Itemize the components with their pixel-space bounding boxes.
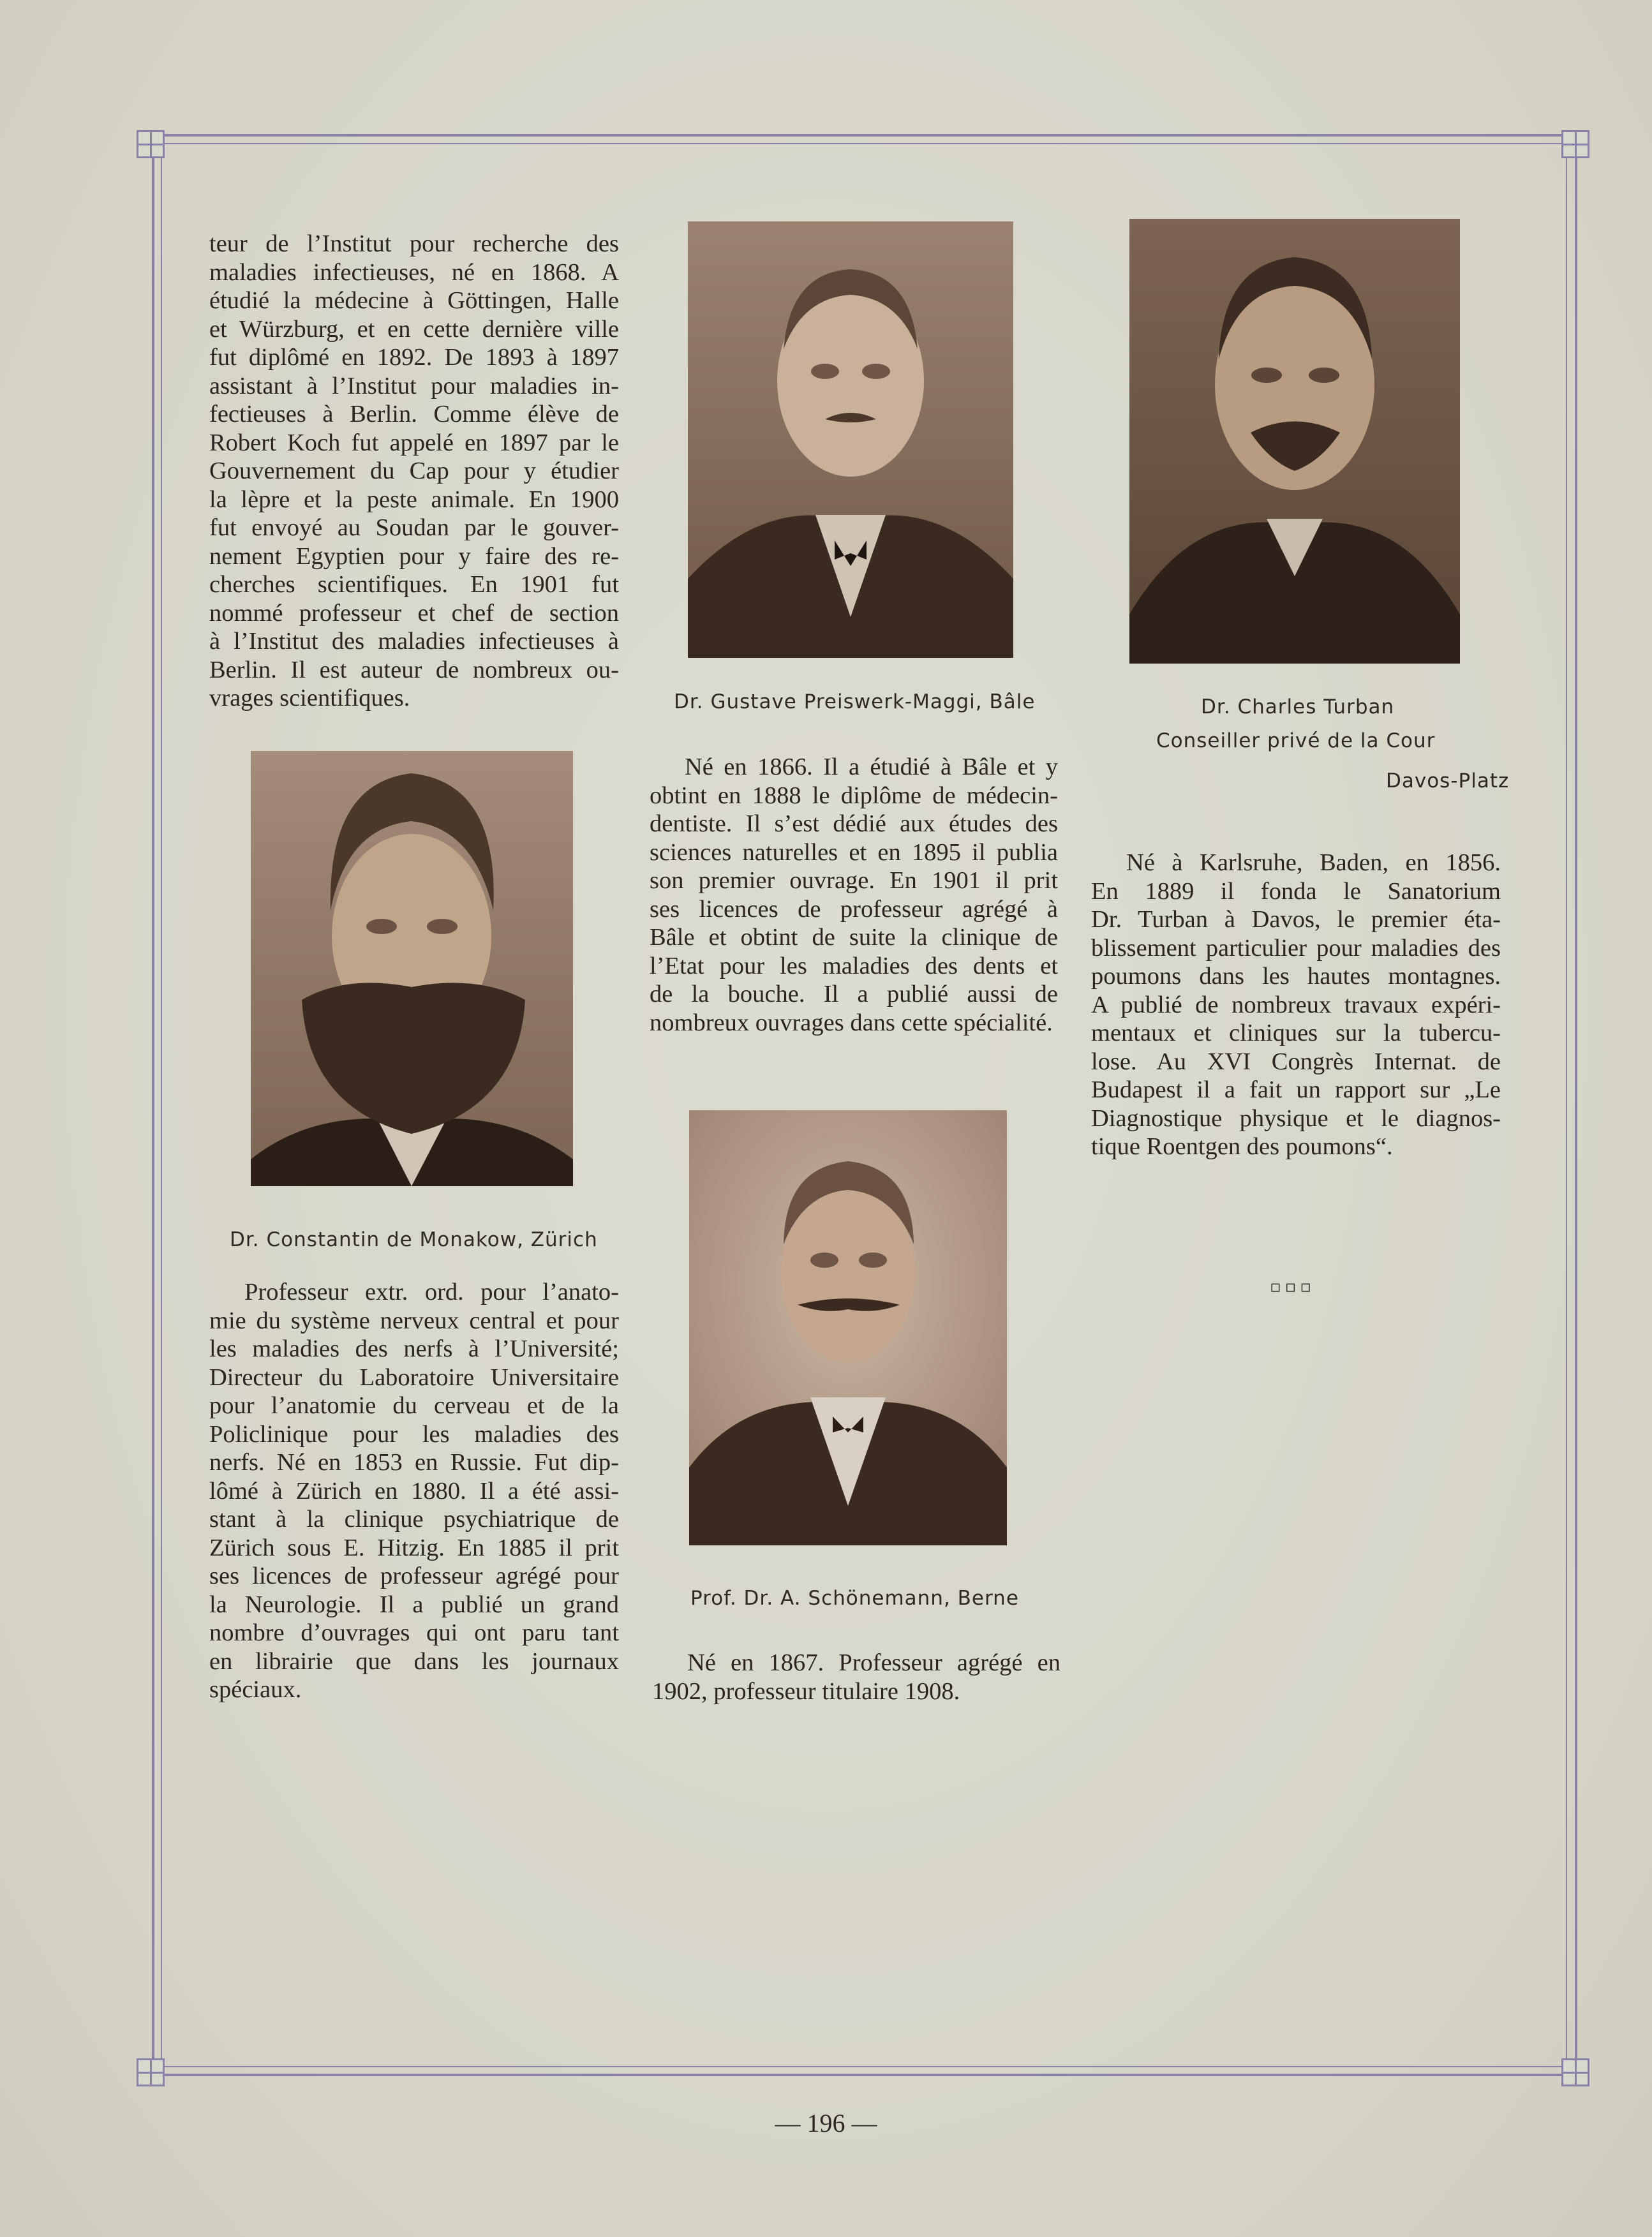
text-line: mentaux et cliniques sur la tubercu- (1091, 1020, 1501, 1046)
text-line: la Neurologie. Il a publié un grand (209, 1591, 619, 1618)
text-line: Né en 1867. Professeur agrégé en (687, 1649, 1060, 1676)
text-line: nement Egyptien pour y faire des re- (209, 542, 619, 570)
text-line: l’Etat pour les maladies des dents et (650, 952, 1058, 979)
text-line: Gouvernement du Cap pour y étudier (209, 457, 619, 484)
page-number: — 196 — (775, 2109, 877, 2137)
frame-corner-ornament (1561, 2058, 1589, 2086)
text-line: Zürich sous E. Hitzig. En 1885 il prit (209, 1534, 619, 1561)
text-lines (650, 753, 1058, 1037)
text-line: fut diplômé en 1892. De 1893 à 1897 (209, 344, 619, 371)
portrait-photo-turban (1129, 219, 1460, 664)
text-line: ses licences de professeur agrégé pour (209, 1563, 619, 1589)
portrait-photo-schoenemann (689, 1110, 1007, 1545)
portrait-caption-schoenemann: Prof. Dr. A. Schönemann, Berne (690, 1587, 1019, 1610)
frame-corner-ornament (137, 2058, 165, 2086)
text-line: vrages scientifiques. (209, 685, 410, 711)
text-line: stant à la clinique psychiatrique de (209, 1506, 619, 1533)
text-lines (209, 1278, 619, 1704)
portrait-caption-turban-place: Davos-Platz (1386, 769, 1510, 792)
text-line: son premier ouvrage. En 1901 il prit (650, 867, 1058, 894)
text-line: A publié de nombreux travaux expéri- (1091, 991, 1501, 1018)
text-line: fectieuses à Berlin. Comme élève de (209, 401, 619, 427)
frame-corner-ornament (137, 130, 165, 158)
text-line: cherches scientifiques. En 1901 fut (209, 571, 619, 598)
portrait-caption-turban-name: Dr. Charles Turban (1201, 695, 1395, 718)
text-line: Berlin. Il est auteur de nombreux ou- (209, 656, 619, 683)
text-line: Né en 1866. Il a étudié à Bâle et y (685, 754, 1058, 780)
text-line: Directeur du Laboratoire Universitaire (209, 1364, 619, 1391)
text-line: Budapest il a fait un rapport sur „Le (1091, 1076, 1501, 1103)
text-line: Dr. Turban à Davos, le premier éta- (1091, 906, 1501, 933)
text-line: Bâle et obtint de suite la clinique de (650, 924, 1058, 951)
text-line: fut envoyé au Soudan par le gouver- (209, 514, 619, 541)
text-line: et Würzburg, et en cette dernière ville (209, 315, 619, 343)
portrait-photo-preiswerk (688, 221, 1013, 658)
text-line: mie du système nerveux central et pour (209, 1307, 619, 1334)
portrait-caption-monakow: Dr. Constantin de Monakow, Zürich (230, 1228, 598, 1251)
text-line: sciences naturelles et en 1895 il publia (650, 838, 1058, 866)
text-line: Né à Karlsruhe, Baden, en 1856. (1126, 849, 1501, 876)
text-line: nombreux ouvrages dans cette spécialité. (650, 1009, 1053, 1036)
text-lines (209, 230, 619, 713)
text-line: Professeur extr. ord. pour l’anato- (244, 1279, 619, 1305)
text-line: nerfs. Né en 1853 en Russie. Fut dip- (209, 1449, 619, 1476)
portrait-caption-preiswerk: Dr. Gustave Preiswerk-Maggi, Bâle (674, 690, 1036, 713)
text-line: lômé à Zürich en 1880. Il a été assi- (209, 1477, 619, 1505)
text-line: dentiste. Il s’est dédié aux études des (650, 810, 1058, 837)
text-line: obtint en 1888 le diplôme de médecin- (650, 782, 1058, 809)
portrait-photo-monakow (251, 751, 573, 1186)
text-line: étudié la médecine à Göttingen, Halle (209, 287, 619, 314)
frame-corner-ornament (1561, 130, 1589, 158)
text-line: à l’Institut des maladies infectieuses à (209, 628, 619, 655)
text-line: lose. Au XVI Congrès Internat. de (1091, 1048, 1501, 1075)
portrait-caption-turban-title: Conseiller privé de la Cour (1156, 729, 1436, 752)
text-line: Diagnostique physique et le diagnos- (1091, 1104, 1501, 1132)
text-line: 1902, professeur titulaire 1908. (652, 1677, 960, 1705)
text-line: spéciaux. (209, 1676, 302, 1703)
text-line: poumons dans les hautes montagnes. (1091, 963, 1501, 990)
text-line: teur de l’Institut pour recherche des (209, 230, 619, 257)
text-lines (1091, 849, 1501, 1161)
text-line: en librairie que dans les journaux (209, 1647, 619, 1675)
bio-text-preiswerk (650, 753, 1058, 1037)
text-line: nombre d’ouvrages qui ont paru tant (209, 1619, 619, 1646)
text-line: pour l’anatomie du cerveau et de la (209, 1392, 619, 1419)
text-line: nommé professeur et chef de section (209, 599, 619, 627)
text-line: maladies infectieuses, né en 1868. A (209, 258, 619, 286)
text-line: les maladies des nerfs à l’Université; (209, 1335, 619, 1362)
text-line: blissement particulier pour maladies des (1091, 934, 1501, 962)
text-line: de la bouche. Il a publié aussi de (650, 981, 1058, 1007)
text-line: Robert Koch fut appelé en 1897 par le (209, 429, 619, 456)
bio-text-monakow (209, 1278, 619, 1704)
left-column-intro-text (209, 230, 619, 713)
bio-text-turban (1091, 849, 1501, 1161)
text-line: Policlinique pour les maladies des (209, 1420, 619, 1448)
text-line: la lèpre et la peste animale. En 1900 (209, 486, 619, 513)
text-line: tique Roentgen des poumons“. (1091, 1133, 1393, 1160)
bio-text-schoenemann (652, 1649, 1060, 1706)
text-lines (652, 1649, 1060, 1706)
section-end-ornament: ▫▫▫ (1270, 1277, 1315, 1297)
text-line: ses licences de professeur agrégé à (650, 895, 1058, 923)
text-line: En 1889 il fonda le Sanatorium (1091, 877, 1501, 905)
text-line: assistant à l’Institut pour maladies in- (209, 372, 619, 399)
